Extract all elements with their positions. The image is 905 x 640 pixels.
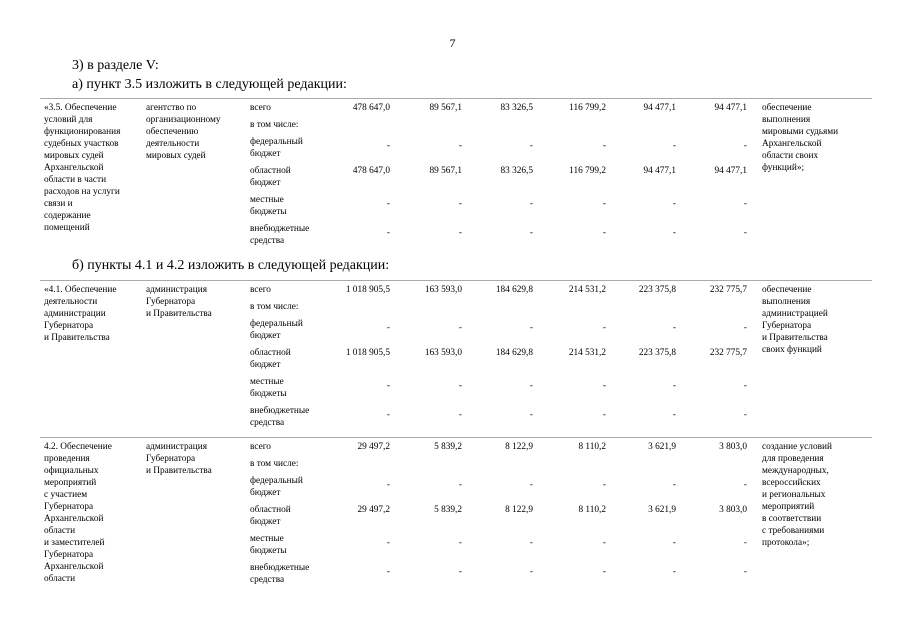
- table-cell: 8 122,9: [505, 505, 533, 515]
- table-cell: -: [602, 410, 606, 420]
- table-cell: 116 799,2: [569, 166, 606, 176]
- table-cell: 1 018 905,5: [345, 348, 390, 358]
- entry-description: «4.1. Обеспечение деятельности администрации Губернатора и Правительства: [44, 285, 117, 343]
- row-label: местные бюджеты: [250, 534, 287, 556]
- table-cell: -: [458, 323, 462, 333]
- table-cell: -: [602, 381, 606, 391]
- table-cell: -: [672, 228, 676, 238]
- table-cell: 29 497,2: [357, 505, 390, 515]
- table-cell: 8 110,2: [578, 442, 606, 452]
- table-cell: -: [458, 381, 462, 391]
- table-cell: -: [386, 199, 390, 209]
- table-cell: -: [529, 381, 533, 391]
- table-cell: -: [602, 323, 606, 333]
- entry-description: 4.2. Обеспечение проведения официальных мероприятий с участием Губернатора Архангельской области и заместителей Губернатора Архангельской области: [44, 442, 112, 584]
- table-cell: -: [743, 141, 747, 151]
- table-cell: -: [458, 538, 462, 548]
- row-label: областной бюджет: [250, 348, 291, 370]
- table-cell: -: [529, 141, 533, 151]
- table-cell: -: [672, 323, 676, 333]
- row-label: областной бюджет: [250, 166, 291, 188]
- table-cell: -: [386, 480, 390, 490]
- row-label: федеральный бюджет: [250, 319, 303, 341]
- table-entry-3-5: [44, 102, 874, 252]
- table-cell: 8 110,2: [578, 505, 606, 515]
- table-cell: -: [743, 410, 747, 420]
- table-cell: -: [458, 228, 462, 238]
- table-cell: 184 629,8: [495, 285, 533, 295]
- row-label: местные бюджеты: [250, 195, 287, 217]
- table-cell: -: [458, 199, 462, 209]
- row-label: внебюджетные средства: [250, 224, 310, 246]
- table-cell: -: [672, 381, 676, 391]
- table-cell: -: [743, 480, 747, 490]
- table-cell: 3 803,0: [719, 442, 747, 452]
- row-label: в том числе:: [250, 459, 299, 469]
- table-cell: -: [386, 228, 390, 238]
- item-b-heading: б) пункты 4.1 и 4.2 изложить в следующей редакции:: [72, 258, 390, 273]
- table-cell: -: [602, 228, 606, 238]
- table-cell: -: [529, 323, 533, 333]
- table-cell: -: [386, 381, 390, 391]
- row-label: всего: [250, 442, 271, 452]
- table-cell: 94 477,1: [714, 166, 747, 176]
- table-cell: -: [386, 567, 390, 577]
- table-cell: -: [458, 410, 462, 420]
- page-number: 7: [449, 36, 456, 50]
- table-cell: -: [672, 199, 676, 209]
- table-cell: 232 775,7: [709, 348, 747, 358]
- table-cell: -: [743, 538, 747, 548]
- table-cell: -: [602, 538, 606, 548]
- table-cell: 116 799,2: [569, 103, 606, 113]
- row-label: в том числе:: [250, 302, 299, 312]
- entry-note: обеспечение выполнения мировыми судьями Архангельской области своих функций»;: [762, 103, 839, 173]
- table-cell: -: [386, 323, 390, 333]
- table-cell: 1 018 905,5: [345, 285, 390, 295]
- table-cell: -: [529, 410, 533, 420]
- row-label: местные бюджеты: [250, 377, 287, 399]
- table-cell: 29 497,2: [357, 442, 390, 452]
- entry-note: обеспечение выполнения администрацией Губернатора и Правительства своих функций: [762, 285, 828, 355]
- table-cell: 94 477,1: [643, 103, 676, 113]
- table-cell: -: [386, 538, 390, 548]
- table-cell: -: [672, 538, 676, 548]
- table-cell: -: [672, 141, 676, 151]
- table-cell: -: [529, 567, 533, 577]
- table-cell: 94 477,1: [643, 166, 676, 176]
- table-cell: 89 567,1: [429, 166, 462, 176]
- row-label: внебюджетные средства: [250, 563, 310, 585]
- table-cell: 89 567,1: [429, 103, 462, 113]
- table-cell: 94 477,1: [714, 103, 747, 113]
- table-cell: 3 803,0: [719, 505, 747, 515]
- table-cell: -: [458, 141, 462, 151]
- table-cell: 223 375,8: [638, 348, 676, 358]
- table-cell: -: [602, 480, 606, 490]
- table-cell: -: [529, 480, 533, 490]
- table-cell: 223 375,8: [638, 285, 676, 295]
- table-cell: -: [529, 538, 533, 548]
- item-a-heading: а) пункт 3.5 изложить в следующей редакции:: [72, 77, 347, 92]
- table-cell: -: [602, 199, 606, 209]
- table-divider: [40, 280, 872, 281]
- entry-agency: администрация Губернатора и Правительства: [146, 442, 212, 476]
- table-cell: 163 593,0: [424, 285, 462, 295]
- table-cell: 5 839,2: [434, 505, 462, 515]
- table-divider: [40, 98, 872, 99]
- table-cell: -: [386, 141, 390, 151]
- row-label: областной бюджет: [250, 505, 291, 527]
- table-cell: 3 621,9: [648, 442, 676, 452]
- table-cell: 163 593,0: [424, 348, 462, 358]
- table-cell: -: [743, 323, 747, 333]
- table-cell: -: [529, 228, 533, 238]
- table-cell: 214 531,2: [568, 348, 606, 358]
- table-divider: [40, 437, 872, 438]
- entry-note: создание условий для проведения международных, всероссийских и региональных мероприятий в соответствии с требованиями протокола»;: [762, 442, 832, 548]
- row-label: всего: [250, 103, 271, 113]
- table-cell: -: [672, 480, 676, 490]
- table-cell: -: [743, 381, 747, 391]
- table-cell: -: [602, 567, 606, 577]
- table-cell: -: [529, 199, 533, 209]
- entry-agency: агентство по организационному обеспечению деятельности мировых судей: [146, 103, 221, 161]
- row-label: федеральный бюджет: [250, 476, 303, 498]
- table-cell: 3 621,9: [648, 505, 676, 515]
- table-cell: -: [672, 410, 676, 420]
- entry-description: «3.5. Обеспечение условий для функционирования судебных участков мировых судей Архангельской области в части расходов на услуги связи и содержание помещений: [44, 103, 121, 233]
- table-cell: 83 326,5: [500, 103, 533, 113]
- section-heading: 3) в разделе V:: [72, 58, 159, 73]
- table-cell: -: [458, 567, 462, 577]
- row-label: федеральный бюджет: [250, 137, 303, 159]
- table-cell: -: [743, 199, 747, 209]
- row-label: внебюджетные средства: [250, 406, 310, 428]
- table-cell: -: [743, 567, 747, 577]
- table-cell: 478 647,0: [352, 103, 390, 113]
- table-cell: -: [386, 410, 390, 420]
- table-cell: 232 775,7: [709, 285, 747, 295]
- table-cell: 5 839,2: [434, 442, 462, 452]
- table-cell: -: [458, 480, 462, 490]
- table-cell: 214 531,2: [568, 285, 606, 295]
- table-entry-4-2: [44, 441, 874, 591]
- row-label: всего: [250, 285, 271, 295]
- row-label: в том числе:: [250, 120, 299, 130]
- table-cell: 8 122,9: [505, 442, 533, 452]
- table-cell: -: [672, 567, 676, 577]
- entry-agency: администрация Губернатора и Правительства: [146, 285, 212, 319]
- table-cell: 478 647,0: [352, 166, 390, 176]
- table-cell: 83 326,5: [500, 166, 533, 176]
- table-cell: -: [602, 141, 606, 151]
- table-cell: -: [743, 228, 747, 238]
- table-cell: 184 629,8: [495, 348, 533, 358]
- table-entry-4-1: [44, 284, 874, 434]
